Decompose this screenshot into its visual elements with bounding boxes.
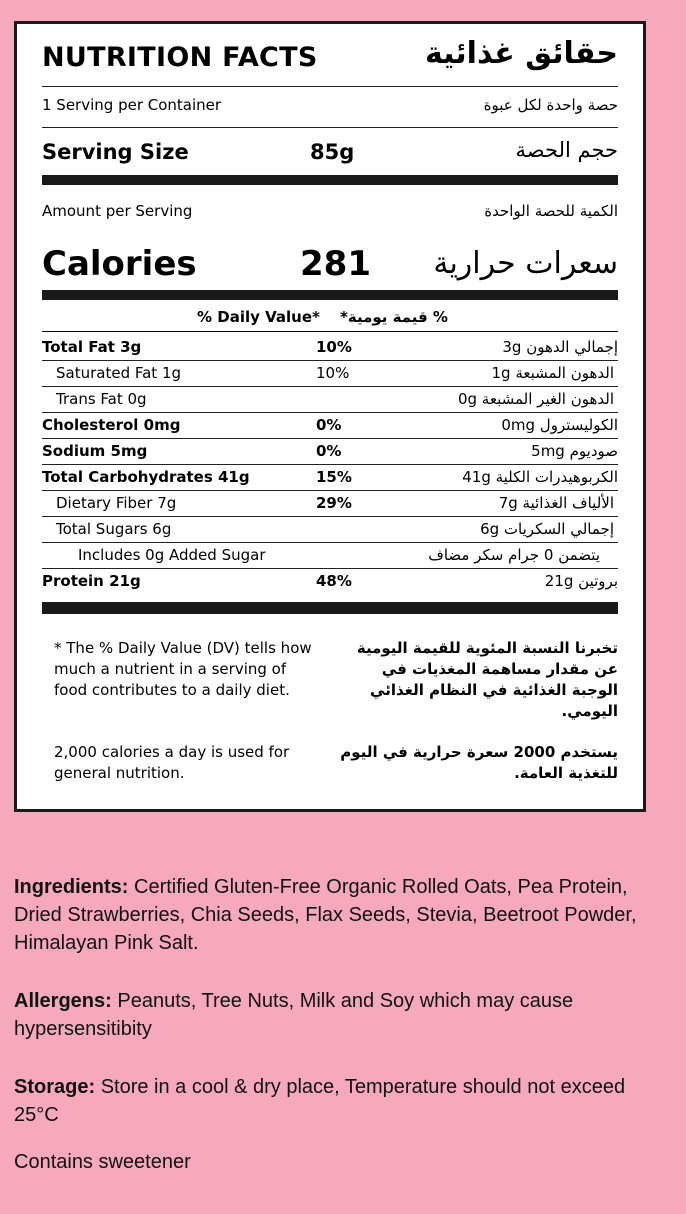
ingredients-section — [14, 873, 646, 957]
footnote-en-1: * The % Daily Value (DV) tells how much a nutrient in a serving of food contributes to a daily diet. — [54, 639, 312, 699]
footnote-en-2: 2,000 calories a day is used for general nutrition. — [54, 743, 290, 782]
nutrient-ar: صوديوم 5mg — [531, 442, 618, 460]
nutrient-row — [42, 516, 618, 542]
nutrient-name: Dietary Fiber 7g — [56, 494, 177, 512]
nutrient-row — [42, 464, 618, 490]
nutrient-row — [42, 386, 618, 412]
nutrient-row — [42, 568, 618, 594]
storage-section — [14, 1073, 646, 1129]
title-ar: حقائق غذائية — [424, 36, 618, 71]
nutrient-name: Includes 0g Added Sugar — [78, 546, 266, 564]
divider — [42, 86, 618, 87]
nutrient-row — [42, 360, 618, 386]
nutrient-name: Trans Fat 0g — [56, 390, 147, 408]
thick-divider — [42, 290, 618, 300]
nutrient-ar: بروتين 21g — [544, 572, 618, 590]
nutrition-label — [14, 21, 646, 812]
nutrient-ar: الكوليسترول 0mg — [501, 416, 618, 434]
nutrient-ar: الألياف الغذائية 7g — [498, 494, 614, 512]
nutrient-name: Sodium 5mg — [42, 442, 148, 460]
nutrient-dv: 0% — [316, 442, 342, 460]
calories-ar: سعرات حرارية — [433, 246, 618, 281]
thick-divider — [42, 175, 618, 185]
ingredients-text: Certified Gluten-Free Organic Rolled Oats, Pea Protein, Dried Strawberries, Chia Seeds, Flax Seeds, Stevia, Beetroot Powder, Himalayan Pink Salt. — [14, 876, 637, 954]
servings-en: 1 Serving per Container — [42, 96, 222, 114]
serving-size-row — [42, 140, 618, 170]
allergens-section — [14, 987, 646, 1043]
nutrient-ar: الدهون المشبعة 1g — [491, 364, 614, 382]
nutrient-ar: الدهون الغير المشبعة 0g — [457, 390, 614, 408]
storage-text: Store in a cool & dry place, Temperature should not exceed 25°C — [14, 1076, 626, 1126]
nutrient-row — [42, 412, 618, 438]
footnote-ar-1: تخبرنا النسبة المئوية للقيمة اليومية عن مقدار مساهمة المغذيات في الوجبة الغذائية في النظام الغذائي اليومي. — [356, 639, 618, 720]
dv-header-row — [42, 308, 618, 330]
amount-ar: الكمية للحصة الواحدة — [484, 202, 618, 220]
nutrient-name: Saturated Fat 1g — [56, 364, 182, 382]
servings-row — [42, 96, 618, 118]
nutrient-name: Protein 21g — [42, 572, 141, 590]
nutrient-ar: إجمالي الدهون 3g — [502, 338, 618, 356]
nutrient-name: Total Sugars 6g — [56, 520, 172, 538]
nutrient-row — [42, 438, 618, 464]
nutrient-row — [42, 490, 618, 516]
footnote-ar-2: يستخدم 2000 سعرة حرارية في اليوم للتغذية العامة. — [340, 743, 618, 782]
nutrient-row — [42, 542, 618, 568]
calories-en: Calories — [42, 244, 197, 284]
serving-size-ar: حجم الحصة — [515, 138, 618, 162]
nutrient-name: Total Carbohydrates 41g — [42, 468, 250, 486]
ingredients-label: Ingredients: — [14, 876, 129, 898]
calories-value: 281 — [300, 244, 371, 284]
nutrient-dv: 0% — [316, 416, 342, 434]
dv-header-en: % Daily Value* — [197, 308, 320, 326]
allergens-label: Allergens: — [14, 990, 112, 1012]
nutrient-dv: 29% — [316, 494, 352, 512]
calories-row — [42, 244, 618, 286]
sweetener-note: Contains sweetener — [14, 1151, 191, 1173]
title-row — [42, 36, 618, 80]
divider — [42, 127, 618, 128]
nutrient-ar: يتضمن 0 جرام سكر مضاف — [428, 546, 600, 564]
servings-ar: حصة واحدة لكل عبوة — [483, 96, 618, 114]
nutrient-row — [42, 334, 618, 360]
amount-row — [42, 202, 618, 224]
amount-en: Amount per Serving — [42, 202, 193, 220]
thick-divider — [42, 602, 618, 614]
nutrient-dv: 15% — [316, 468, 352, 486]
allergens-text: Peanuts, Tree Nuts, Milk and Soy which may cause hypersensitibity — [14, 990, 574, 1040]
nutrient-name: Cholesterol 0mg — [42, 416, 181, 434]
nutrient-name: Total Fat 3g — [42, 338, 142, 356]
serving-size-en: Serving Size — [42, 140, 189, 164]
title-en: NUTRITION FACTS — [42, 42, 318, 73]
nutrient-ar: الكربوهيدرات الكلية 41g — [462, 468, 618, 486]
serving-size-value: 85g — [310, 140, 355, 164]
dv-header-ar: % قيمة يومية* — [340, 308, 448, 326]
nutrient-ar: إجمالي السكريات 6g — [480, 520, 614, 538]
divider — [42, 331, 618, 332]
nutrient-dv: 48% — [316, 572, 352, 590]
nutrient-dv: 10% — [316, 338, 352, 356]
nutrient-dv: 10% — [316, 364, 350, 382]
storage-label: Storage: — [14, 1076, 96, 1098]
